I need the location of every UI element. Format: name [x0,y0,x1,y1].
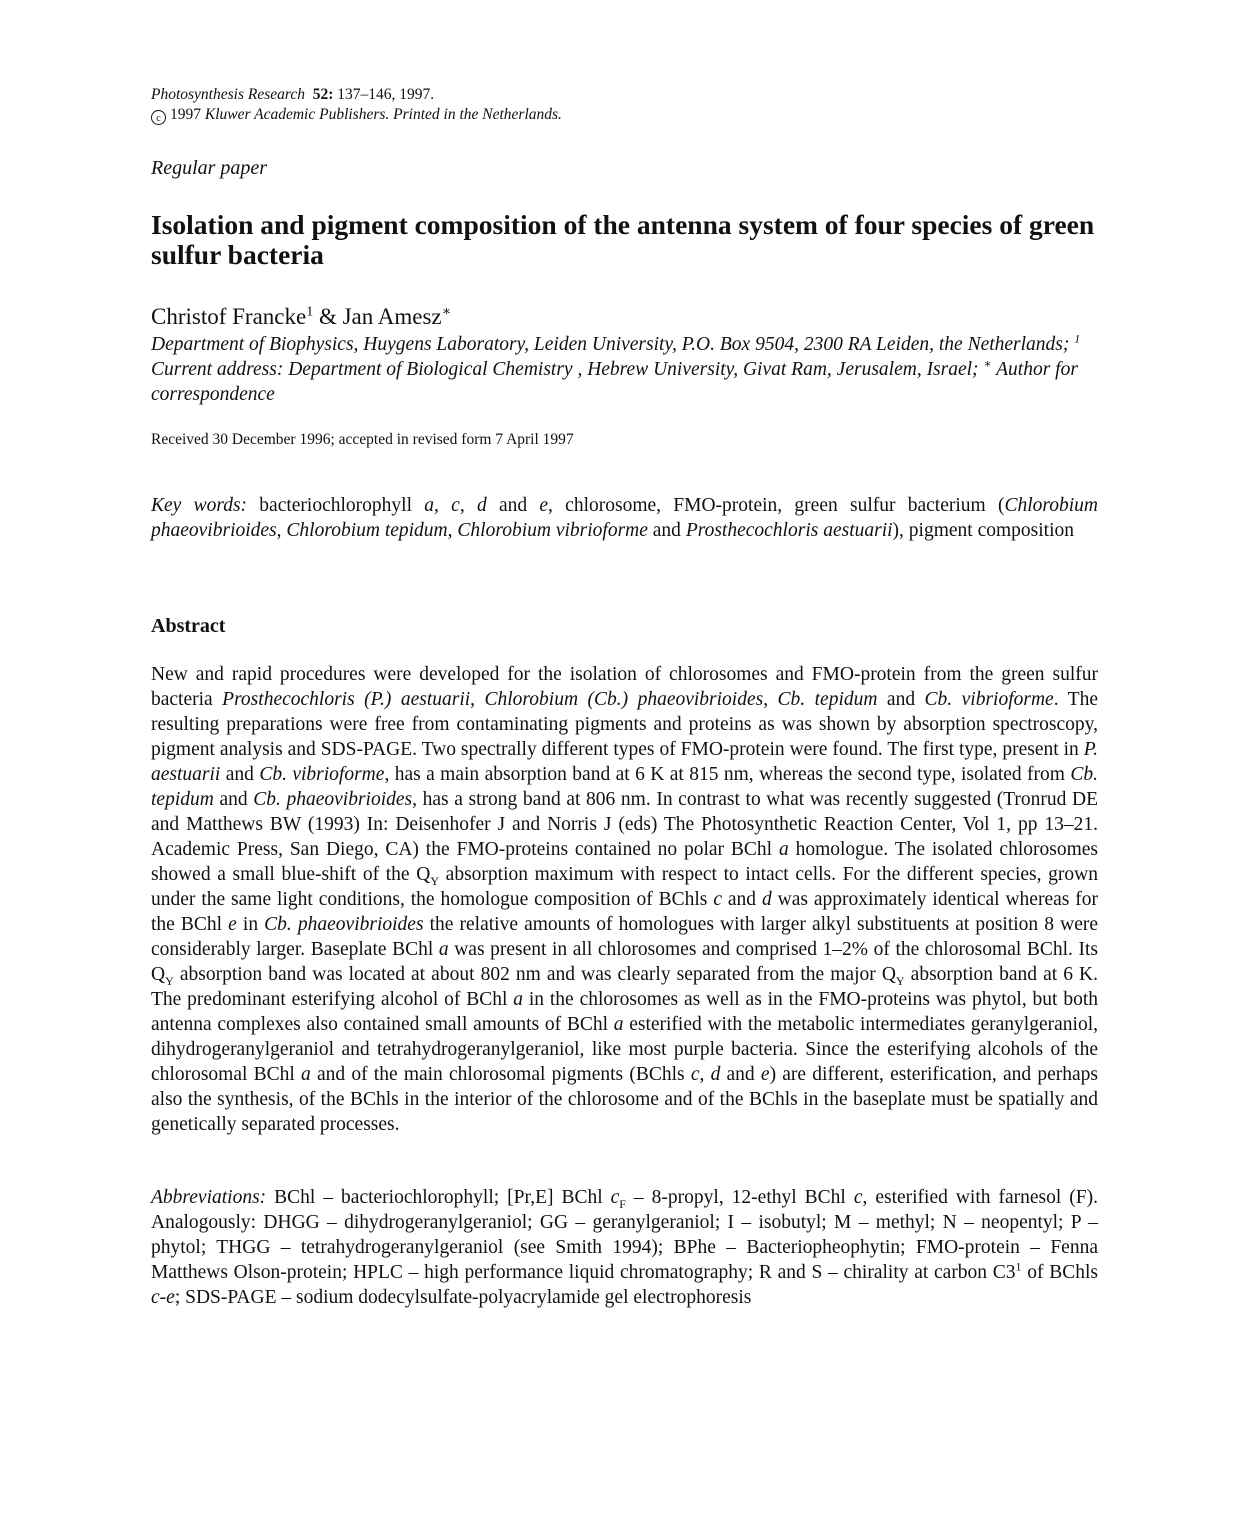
keyword-symbol: a [424,495,435,516]
journal-pages-year: 137–146, 1997. [337,86,435,103]
pigment-symbol: c [713,889,722,910]
abstract-text: esterified with the metabolic intermediates geranylgeraniol, dihydrogeranylgeraniol and tetrahydrogeranylgeraniol, like most purple bacteria. Since the esterifying alcohols of the chlorosomal BChl [151,1014,1098,1085]
affiliation [151,332,1098,407]
keywords-text: and [652,520,681,541]
journal-citation [151,85,434,105]
keywords: Key words: bacteriochlorophyll a, c, d and e, chlorosome, FMO-protein, green sulfur bacterium (Chlorobium phaeovibrioides, Chlorobium tepidum, Chlorobium vibrioforme and Prosthecochloris aestuarii), pigment composition [151,495,1099,541]
species-name: Prosthecochloris (P.) aestuarii [222,689,471,710]
copyright-line [151,105,562,125]
pigment-symbol: d [761,889,772,910]
species-name: Cb. vibrioforme [924,689,1054,710]
pigment-symbol: e [760,1064,770,1085]
pigment-symbol: e [228,914,237,935]
species-name: Cb. tepidum [777,689,878,710]
publisher-line: Kluwer Academic Publishers. Printed in the Netherlands. [204,106,562,123]
keyword-symbol: d [476,495,487,516]
copyright-icon: c [151,110,166,125]
keyword-species: Chlorobium vibrioforme [457,520,648,541]
abstract-text: , has a main absorption band at 6 K at 815 nm, whereas the second type, isolated from [384,764,1071,785]
journal-volume: 52: [312,86,334,103]
corresponding-author-mark: ∗ [441,304,452,320]
abbreviations-text: of BChls [1021,1262,1098,1283]
abstract-text: absorption maximum with respect to intact cells. For the different species, grown under the same light conditions, the homologue composition of BChls [151,864,1098,910]
keyword-species: Chlorobium phaeovibrioides [151,495,1099,541]
subscript: Y [895,973,905,988]
abbreviations-text: – 8-propyl, 12-ethyl BChl [625,1187,854,1208]
abstract-text: , has a strong band at 806 nm. In contrast to what was recently suggested (Tronrud DE and Matthews BW (1993) In: Deisenhofer J and Norris J (eds) The Photosynthetic Reaction Center, Vol 1, pp 13–21. Academic Press, San Diego, CA) the FMO-proteins contained no polar BChl [151,789,1099,860]
author-name: Christof Francke [151,304,307,329]
abstract-text: was present in all chlorosomes and comprised 1–2% of the chlorosomal BChl. Its Q [151,939,1098,985]
superscript: 1 [1015,1259,1022,1274]
abstract-text: was approximately identical whereas for the BChl [151,889,1099,935]
received-dates: Received 30 December 1996; accepted in revised form 7 April 1997 [151,431,574,448]
keywords-text: and [498,495,528,516]
species-name: Cb. vibrioforme [259,764,385,785]
affiliation-text: Department of Biophysics, Huygens Laboratory, Leiden University, P.O. Box 9504, 2300 RA Leiden, the Netherlands; [151,334,1070,355]
abstract-text: and of the main chlorosomal pigments (BChls [310,1064,691,1085]
author-affiliation-mark: 1 [306,304,314,320]
keyword-symbol: c [451,495,460,516]
species-name: Cb. phaeovibrioides [264,914,424,935]
keyword-species: Prosthecochloris aestuarii [685,520,893,541]
keyword-species: Chlorobium tepidum [286,520,448,541]
abbreviations [151,1185,1098,1310]
pigment-symbol: a [301,1064,311,1085]
pigment-symbol: a [613,1014,624,1035]
pigment-symbol: c [853,1187,863,1208]
abstract-text: and [726,1064,755,1085]
pigment-symbol: c [610,1187,620,1208]
abbreviations-text: , esterified with farnesol (F). Analogously: DHGG – dihydrogeranylgeraniol; GG – geranylgeraniol; I – isobutyl; M – methyl; N – neopentyl; P – phytol; THGG – tetrahydrogeranylgeraniol (see Smith 1994); BPhe – Bacteriopheophytin; FMO-protein – Fenna Matthews Olson-protein; HPLC – high performance liquid chromatography; R and S – chirality at carbon C3 [151,1187,1098,1283]
current-address: Current address: Department of Biological Chemistry , Hebrew University, Givat Ram, Jerusalem, Israel; [151,359,979,380]
subscript: F [619,1196,626,1211]
abstract-text: and [225,764,254,785]
keywords-text: ), pigment composition [892,520,1074,541]
abstract-text: in the chlorosomes as well as in the FMO-proteins was phytol, but both antenna complexes also contained small amounts of BChl [151,989,1098,1035]
species-name: P. aestuarii [151,739,1098,785]
subscript: Y [165,973,174,988]
keywords-text: , chlorosome, FMO-protein, green sulfur bacterium ( [548,495,1005,516]
abbreviations-text: BChl – bacteriochlorophyll; [Pr,E] BChl [266,1187,611,1208]
species-name: Chlorobium (Cb.) phaeovibrioides [484,689,764,710]
correspondence-mark: ∗ [983,356,992,371]
correspondence-note: Author for correspondence [151,359,1078,405]
abstract-text: the relative amounts of homologues with larger alkyl substituents at position 8 were considerably larger. Baseplate BChl [151,914,1098,960]
paper-title: Isolation and pigment composition of the antenna system of four species of green sulfur bacteria [151,209,1095,270]
pigment-symbol: a [438,939,449,960]
abstract-text: New and rapid procedures were developed for the isolation of chlorosomes and FMO-protein from the green sulfur bacteria [151,664,1098,710]
species-name: Cb. tepidum [151,764,1098,810]
keyword-symbol: e [539,495,549,516]
species-name: Cb. phaeovibrioides [253,789,413,810]
pigment-symbol: c [690,1064,700,1085]
abbreviations-label: Abbreviations: [151,1187,267,1208]
abstract-text: . The resulting preparations were free from contaminating pigments and proteins as was shown by absorption spectroscopy, pigment analysis and SDS-PAGE. Two spectrally different types of FMO-protein were found. The first type, present in [151,689,1098,760]
affiliation-mark: 1 [1074,331,1081,346]
abstract-heading: Abstract [151,615,226,637]
pigment-symbol: d [710,1064,721,1085]
abstract-text: ) are different, esterification, and perhaps also the synthesis, of the BChls in the interior of the chlorosome and of the BChls in the baseplate must be spatially and genetically separated processes. [151,1064,1099,1135]
pigment-symbol: c-e [151,1287,175,1308]
abstract-text: and [727,889,757,910]
abbreviations-text: ; SDS-PAGE – sodium dodecylsulfate-polyacrylamide gel electrophoresis [174,1287,752,1308]
abstract-text: absorption band was located at about 802 nm and was clearly separated from the major Q [173,964,896,985]
copyright-year: 1997 [170,106,201,123]
article-type: Regular paper [151,157,268,179]
abstract-text: and [219,789,248,810]
pigment-symbol: a [778,839,789,860]
keywords-text: bacteriochlorophyll [259,495,412,516]
keywords-label: Key words: [151,495,248,516]
abstract-body: New and rapid procedures were developed for the isolation of chlorosomes and FMO-protein from the green sulfur bacteria Prosthecochloris (P.) aestuarii, Chlorobium (Cb.) phaeovibrioides, Cb. tepidum and Cb. vibrioforme. The resulting preparations were free from contaminating pigments and proteins as was shown by absorption spectroscopy, pigment analysis and SDS-PAGE. Two spectrally different types of FMO-protein were found. The first type, present in P. aestuarii and Cb. vibrioforme, has a main absorption band at 6 K at 815 nm, whereas the second type, isolated from Cb. tepidum and Cb. phaeovibrioides, has a strong band at 806 nm. In contrast to what was recently suggested (Tronrud DE and Matthews BW (1993) In: Deisenhofer J and Norris J (eds) The Photosynthetic Reaction Center, Vol 1, pp 13–21. Academic Press, San Diego, CA) the FMO-proteins contained no polar BChl a homologue. The isolated chlorosomes showed a small blue-shift of the $Q_Y$ absorption maximum with respect to intact cells. For the different species, grown under the same light conditions, the homologue composition of BChls c and d was approximately identical whereas for the BChl e in Cb. phaeovibrioides the relative amounts of homologues with larger alkyl substituents at position 8 were considerably larger. Baseplate BChl a was present in all chlorosomes and comprised 1–2% of the chlorosomal BChl. Its $Q_Y$ absorption band was located at about 802 nm and was clearly separated from the major $Q_Y$ absorption band at 6 K. The predominant esterifying alcohol of BChl a in the chlorosomes as well as in the FMO-proteins was phytol, but both antenna complexes also contained small amounts of BChl a esterified with the metabolic intermediates geranylgeraniol, dihydrogeranylgeraniol and tetrahydrogeranylgeraniol, like most purple bacteria. Since the esterifying alcohols of the chlorosomal BChl a and of the main chlorosomal pigments (BChls c, d and e) are different, esterification, and perhaps also the synthesis, of the BChls in the interior of the chlorosome and of the BChls in the baseplate must be spatially and genetically separated processes. [151,664,1099,1135]
journal-name: Photosynthesis Research [151,86,305,103]
subscript: Y [430,873,439,888]
author-name: Jan Amesz [342,304,442,329]
pigment-symbol: a [513,989,523,1010]
author-list [151,303,451,331]
abstract-text: and [886,689,916,710]
abstract-text: absorption band at 6 K. The predominant esterifying alcohol of BChl [151,964,1099,1010]
abstract-text: homologue. The isolated chlorosomes showed a small blue-shift of the Q [151,839,1098,885]
author-separator: & [313,304,343,329]
